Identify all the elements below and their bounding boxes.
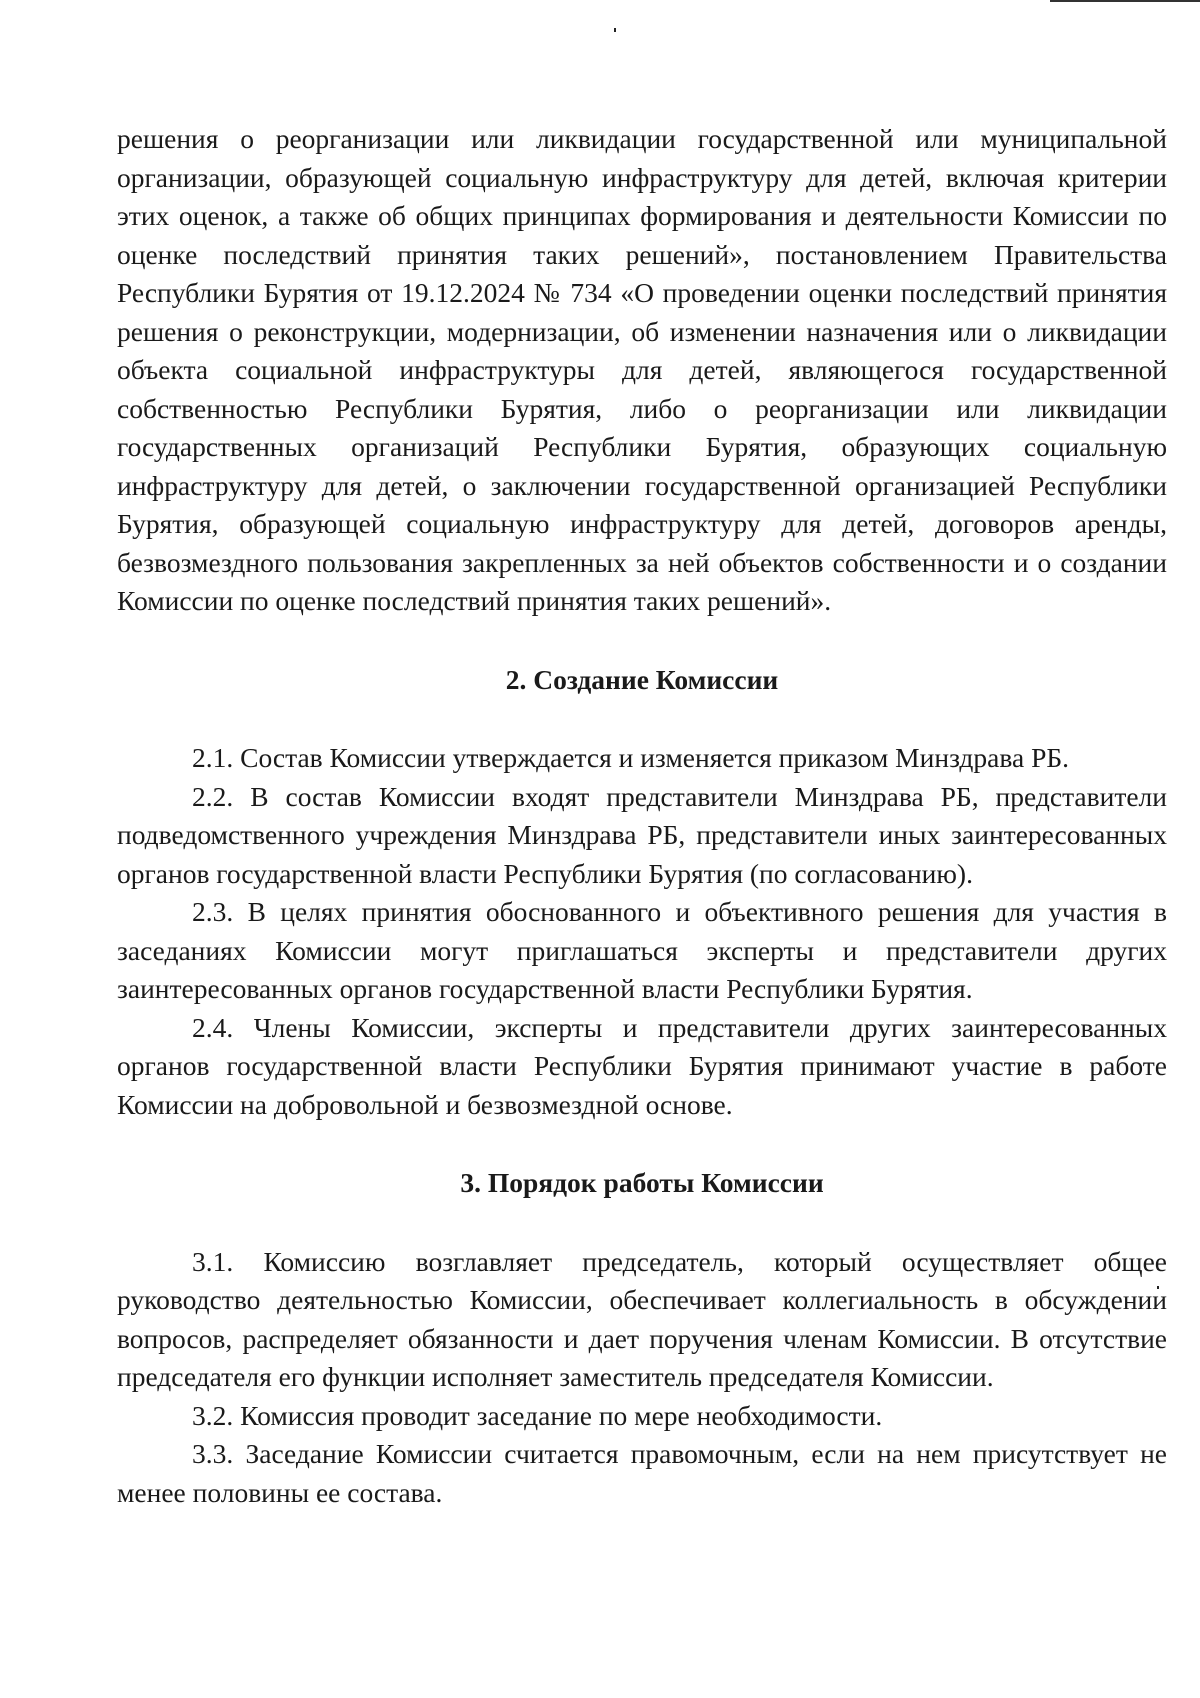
clause-2-1: 2.1. Состав Комиссии утверждается и изменяется приказом Минздрава РБ. [192,742,1070,773]
scan-speck-top [614,28,616,32]
intro-paragraph: решения о реорганизации или ликвидации государственной или муниципальной организации, образующей социальную инфраструктуру для детей, включая критерии этих оценок, а также об общих принципах формирования и деятельности Комиссии по оценке последствий принятия таких решений», постановлением Правительства Республики Бурятия от 19.12.2024 № 734 «О проведении оценки последствий принятия решения о реконструкции, модернизации, об изменении назначения или о ликвидации объекта социальной инфраструктуры для детей, являющегося государственной собственностью Республики Бурятия, либо о реорганизации или ликвидации государственных организаций Республики Бурятия, образующих социальную инфраструктуру для детей, о заключении государственной организацией Республики Бурятия, образующей социальную инфраструктуру для детей, договоров аренды, безвозмездного пользования закрепленных за ней объектов собственности и о создании Комиссии по оценке последствий принятия таких решений». [117,123,1167,616]
section-3-heading: 3. Порядок работы Комиссии [460,1167,824,1198]
clause-3-2: 3.2. Комиссия проводит заседание по мере необходимости. [192,1399,883,1431]
section-2-heading: 2. Создание Комиссии [505,663,779,695]
clause-2-2: 2.2. В состав Комиссии входят представители Минздрава РБ, представители подведомственного учреждения Минздрава РБ, представители иных заинтересованных органов государственной власти Республики Бурятия (по согласованию). [117,780,1167,889]
clause-2-4: 2.4. Члены Комиссии, эксперты и представители других заинтересованных органов государственной власти Республики Бурятия принимают участие в работе Комиссии на добровольной и безвозмездной основе. [117,1011,1167,1120]
clause-2-3: 2.3. В целях принятия обоснованного и объективного решения для участия в заседаниях Комиссии могут приглашаться эксперты и представители других заинтересованных органов государственной власти Республики Бурятия. [117,896,1167,1004]
scan-top-rule [1050,0,1200,2]
clause-3-3: 3.3. Заседание Комиссии считается правомочным, если на нем присутствует не менее половины ее состава. [117,1438,1167,1508]
clause-3-1: 3.1. Комиссию возглавляет председатель, который осуществляет общее руководство деятельностью Комиссии, обеспечивает коллегиальность в обсуждении вопросов, распределяет обязанности и дает поручения членам Комиссии. В отсутствие председателя его функции исполняет заместитель председателя Комиссии. [117,1245,1167,1392]
document-page [117,120,1167,1512]
